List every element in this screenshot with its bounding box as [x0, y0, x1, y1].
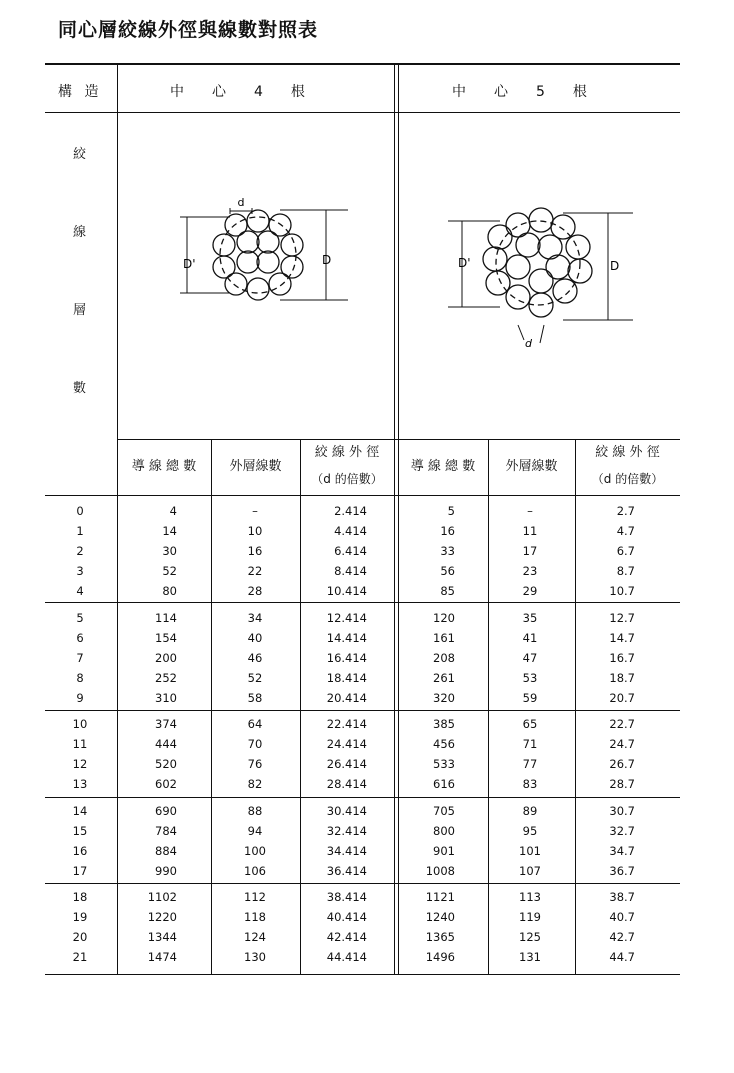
- table-cell: 112: [244, 890, 266, 904]
- table-cell: 100: [244, 844, 266, 858]
- table-cell: 16.7: [609, 651, 635, 665]
- group-rule-4: [45, 883, 680, 884]
- table-cell: 14.414: [326, 631, 367, 645]
- table-cell: 14: [162, 524, 177, 538]
- table-cell: 44.414: [326, 950, 367, 964]
- table-cell: 1102: [147, 890, 177, 904]
- table-cell: 30: [162, 544, 177, 558]
- table-cell: 261: [433, 671, 455, 685]
- table-cell: 901: [433, 844, 455, 858]
- table-cell: 35: [522, 611, 538, 625]
- table-row: [45, 628, 680, 648]
- table-cell: 101: [519, 844, 541, 858]
- table-cell: 38.7: [609, 890, 635, 904]
- table-cell: 0: [76, 504, 84, 518]
- center5-header: 中 心 5 根: [452, 84, 587, 100]
- table-row: [45, 541, 680, 561]
- table-cell: 26.414: [326, 757, 367, 771]
- table-cell: 1220: [147, 910, 177, 924]
- table-cell: 20: [72, 930, 88, 944]
- table-cell: 32.7: [609, 824, 635, 838]
- table-cell: 5: [76, 611, 84, 625]
- table-cell: 36.414: [326, 864, 367, 878]
- table-cell: 13: [72, 777, 88, 791]
- table-cell: 46: [247, 651, 263, 665]
- table-cell: 2.414: [334, 504, 367, 518]
- side-label-3: 層: [73, 303, 87, 318]
- side-label-1: 絞: [73, 147, 87, 162]
- center4-header: 中 心 4 根: [170, 84, 305, 100]
- table-cell: 23: [522, 564, 538, 578]
- D-label-1: D: [322, 253, 332, 267]
- table-cell: 65: [522, 717, 538, 731]
- table-cell: 52: [247, 671, 263, 685]
- table-cell: 15: [72, 824, 88, 838]
- table-cell: 16.414: [326, 651, 367, 665]
- table-cell: 161: [433, 631, 455, 645]
- table-cell: 4: [76, 584, 84, 598]
- table-cell: 252: [155, 671, 177, 685]
- table-cell: 6.7: [616, 544, 635, 558]
- table-cell: 28.7: [609, 777, 635, 791]
- table-cell: 85: [440, 584, 455, 598]
- table-cell: 131: [519, 950, 541, 964]
- table-cell: 22.414: [326, 717, 367, 731]
- table-cell: 16: [440, 524, 455, 538]
- table-cell: 5: [447, 504, 455, 518]
- table-row: [45, 714, 680, 734]
- table-cell: 990: [155, 864, 177, 878]
- table-cell: 38.414: [326, 890, 367, 904]
- table-cell: –: [527, 504, 533, 518]
- table-row: [45, 688, 680, 708]
- table-cell: 36.7: [609, 864, 635, 878]
- table-cell: 106: [244, 864, 266, 878]
- construction-label: 構 造: [58, 84, 103, 100]
- strand-diagram-center4: [170, 190, 360, 330]
- table-cell: 11: [72, 737, 88, 751]
- col-diameter-unit-right: （d 的倍數）: [591, 472, 664, 486]
- table-cell: 56: [440, 564, 455, 578]
- table-cell: 20.414: [326, 691, 367, 705]
- table-cell: 107: [519, 864, 541, 878]
- table-cell: 120: [433, 611, 455, 625]
- col-outer-label-right: 外層線數: [505, 459, 558, 474]
- table-row: [45, 887, 680, 907]
- d-prime-label-2: D': [458, 256, 471, 270]
- table-cell: 18.7: [609, 671, 635, 685]
- table-cell: 113: [519, 890, 541, 904]
- table-cell: 34: [247, 611, 263, 625]
- table-cell: 9: [76, 691, 84, 705]
- table-cell: 200: [155, 651, 177, 665]
- table-cell: 125: [519, 930, 541, 944]
- table-row: [45, 608, 680, 628]
- table-cell: 10.7: [609, 584, 635, 598]
- table-cell: 1240: [425, 910, 455, 924]
- table-cell: 24.414: [326, 737, 367, 751]
- table-cell: 70: [247, 737, 263, 751]
- table-row: [45, 774, 680, 794]
- table-cell: –: [252, 504, 258, 518]
- table-cell: 94: [247, 824, 263, 838]
- table-cell: 8.414: [334, 564, 367, 578]
- table-row: [45, 734, 680, 754]
- col-total-label-right: 導 線 總 數: [410, 459, 476, 474]
- table-cell: 800: [433, 824, 455, 838]
- col-total-label-left: 導 線 總 數: [131, 459, 197, 474]
- table-cell: 14: [72, 804, 88, 818]
- table-cell: 2.7: [616, 504, 635, 518]
- table-cell: 7: [76, 651, 84, 665]
- table-row: [45, 501, 680, 521]
- table-cell: 17: [522, 544, 538, 558]
- table-cell: 59: [522, 691, 538, 705]
- table-cell: 1: [76, 524, 84, 538]
- table-cell: 114: [155, 611, 177, 625]
- table-cell: 374: [155, 717, 177, 731]
- table-cell: 64: [247, 717, 263, 731]
- table-row: [45, 648, 680, 668]
- table-row: [45, 947, 680, 967]
- table-cell: 22: [247, 564, 263, 578]
- table-cell: 705: [433, 804, 455, 818]
- table-row: [45, 841, 680, 861]
- table-cell: 385: [433, 717, 455, 731]
- table-row: [45, 521, 680, 541]
- table-bottom-rule: [45, 974, 680, 975]
- table-cell: 4.7: [616, 524, 635, 538]
- table-cell: 6: [76, 631, 84, 645]
- table-row: [45, 861, 680, 881]
- table-cell: 42.7: [609, 930, 635, 944]
- table-cell: 28.414: [326, 777, 367, 791]
- table-cell: 119: [519, 910, 541, 924]
- table-cell: 34.7: [609, 844, 635, 858]
- table-cell: 118: [244, 910, 266, 924]
- group-rule-1: [45, 602, 680, 603]
- table-cell: 616: [433, 777, 455, 791]
- table-cell: 884: [155, 844, 177, 858]
- table-cell: 208: [433, 651, 455, 665]
- table-cell: 444: [155, 737, 177, 751]
- table-cell: 80: [162, 584, 177, 598]
- table-cell: 8: [76, 671, 84, 685]
- table-cell: 602: [155, 777, 177, 791]
- col-outer-label-left: 外層線數: [229, 459, 282, 474]
- table-cell: 41: [522, 631, 538, 645]
- table-row: [45, 561, 680, 581]
- table-cell: 77: [522, 757, 538, 771]
- table-cell: 34.414: [326, 844, 367, 858]
- table-cell: 18: [72, 890, 88, 904]
- table-cell: 10.414: [326, 584, 367, 598]
- table-cell: 53: [522, 671, 538, 685]
- table-cell: 40: [247, 631, 263, 645]
- table-cell: 320: [433, 691, 455, 705]
- header-rule: [45, 112, 680, 113]
- table-cell: 16: [72, 844, 88, 858]
- table-cell: 2: [76, 544, 84, 558]
- table-cell: 1008: [425, 864, 455, 878]
- table-cell: 456: [433, 737, 455, 751]
- table-cell: 33: [440, 544, 455, 558]
- table-cell: 4.414: [334, 524, 367, 538]
- table-cell: 40.414: [326, 910, 367, 924]
- col-diameter-unit-left: （d 的倍數）: [311, 472, 383, 486]
- d-label-1: d: [237, 196, 245, 209]
- table-row: [45, 581, 680, 601]
- group-rule-3: [45, 797, 680, 798]
- table-cell: 8.7: [616, 564, 635, 578]
- table-cell: 16: [247, 544, 263, 558]
- table-cell: 14.7: [609, 631, 635, 645]
- table-cell: 1121: [425, 890, 455, 904]
- table-cell: 784: [155, 824, 177, 838]
- table-cell: 19: [72, 910, 88, 924]
- table-cell: 12.414: [326, 611, 367, 625]
- d-prime-label-1: D': [183, 257, 196, 271]
- table-cell: 533: [433, 757, 455, 771]
- table-cell: 83: [522, 777, 538, 791]
- col-diameter-label-right: 絞 線 外 徑: [595, 445, 660, 460]
- table-cell: 76: [247, 757, 263, 771]
- subheader-bottom-rule: [45, 495, 680, 496]
- table-row: [45, 927, 680, 947]
- table-cell: 82: [247, 777, 263, 791]
- table-cell: 47: [522, 651, 538, 665]
- table-cell: 22.7: [609, 717, 635, 731]
- table-cell: 20.7: [609, 691, 635, 705]
- table-cell: 17: [72, 864, 88, 878]
- table-cell: 10: [247, 524, 263, 538]
- table-cell: 520: [155, 757, 177, 771]
- table-top-rule: [45, 63, 680, 65]
- table-cell: 4: [169, 504, 177, 518]
- table-cell: 12: [72, 757, 88, 771]
- table-cell: 44.7: [609, 950, 635, 964]
- table-cell: 6.414: [334, 544, 367, 558]
- table-row: [45, 668, 680, 688]
- table-cell: 1365: [425, 930, 455, 944]
- side-label-4: 數: [73, 381, 87, 396]
- strand-diagram-center5: [448, 205, 638, 355]
- table-cell: 29: [522, 584, 538, 598]
- side-label-2: 線: [73, 225, 87, 240]
- table-cell: 40.7: [609, 910, 635, 924]
- table-cell: 42.414: [326, 930, 367, 944]
- table-cell: 28: [247, 584, 263, 598]
- table-cell: 310: [155, 691, 177, 705]
- col-diameter-label-left: 絞 線 外 徑: [314, 445, 380, 460]
- table-row: [45, 907, 680, 927]
- table-cell: 89: [522, 804, 538, 818]
- table-cell: 58: [247, 691, 263, 705]
- table-cell: 30.414: [326, 804, 367, 818]
- table-cell: 71: [522, 737, 538, 751]
- table-cell: 30.7: [609, 804, 635, 818]
- table-cell: 3: [76, 564, 84, 578]
- table-cell: 1474: [147, 950, 177, 964]
- table-cell: 18.414: [326, 671, 367, 685]
- table-row: [45, 754, 680, 774]
- table-cell: 154: [155, 631, 177, 645]
- table-cell: 52: [162, 564, 177, 578]
- table-cell: 1344: [147, 930, 177, 944]
- page-title: 同心層絞線外徑與線數對照表: [58, 19, 319, 41]
- table-row: [45, 821, 680, 841]
- table-cell: 88: [247, 804, 263, 818]
- table-cell: 690: [155, 804, 177, 818]
- table-cell: 32.414: [326, 824, 367, 838]
- table-cell: 21: [72, 950, 88, 964]
- table-cell: 95: [522, 824, 538, 838]
- group-rule-2: [45, 710, 680, 711]
- table-cell: 24.7: [609, 737, 635, 751]
- d-label-2: d: [525, 337, 532, 350]
- table-cell: 1496: [425, 950, 455, 964]
- table-cell: 124: [244, 930, 266, 944]
- table-row: [45, 801, 680, 821]
- table-cell: 12.7: [609, 611, 635, 625]
- table-cell: 11: [522, 524, 538, 538]
- table-cell: 10: [72, 717, 88, 731]
- table-cell: 26.7: [609, 757, 635, 771]
- D-label-2: D: [610, 259, 620, 273]
- table-cell: 130: [244, 950, 266, 964]
